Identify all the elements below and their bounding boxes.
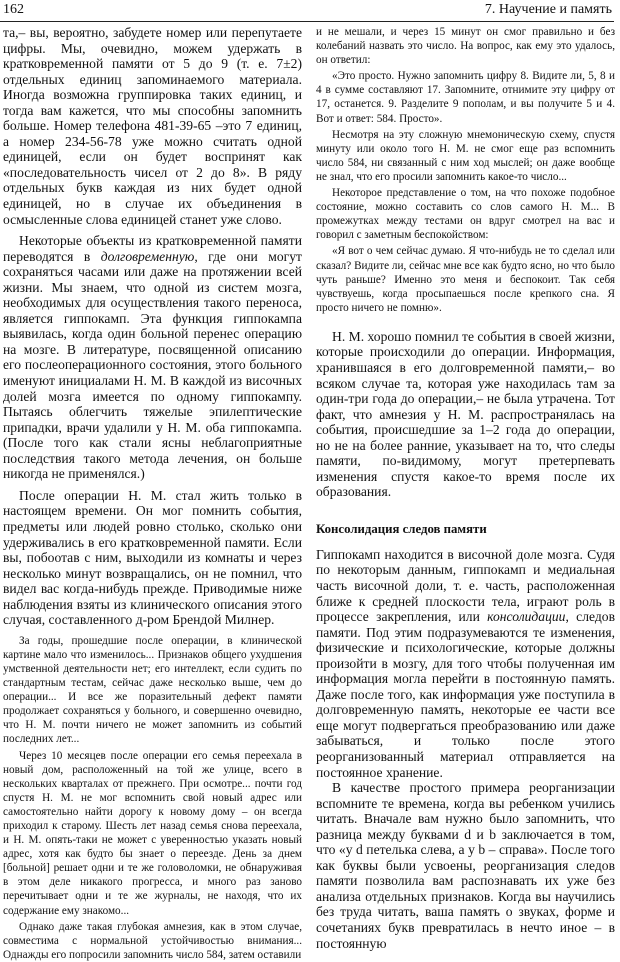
page-number: 162 [3, 2, 24, 17]
quote-state-description: Некоторое представление о том, на что похоже подобное состояние, можно составить со слов самого Н. М... В промежутках между тестами он вдруг смотрел на вас и говорил с заметным беспокойством: [316, 187, 615, 242]
paragraph-consolidation: Гиппокамп находится в височной доле мозга. Судя по некоторым данным, гиппокамп и медиальная часть височной доли, т. е. часть, расположенная ближе к средней плоскости тела, играют роль в процессе закрепления, или консолидации, следов памяти. Под этим подразумеваются те изменения, физические и психологические, которые должны произойти в мозгу, для того чтобы полученная им информация могла перейти в постоянную память. Даже после того, как информация уже поступила в долговременную память, некоторые ее части все еще могут подвергаться преобразованию или даже забываться, и только после этого реорганизованный материал отправляется на постоянное хранение. [316, 546, 615, 780]
paragraph-remote-memory: Н. М. хорошо помнил те события в своей жизни, которые происходили до операции. Информация, хранившаяся в его долговременной памяти,– во всяком случае та, которая уже находилась там за один-три года до операции,– не была утрачена. Тот факт, что амнезия у Н. М. распространялась на события, происшедшие за 1–2 года до операции, но не на более ранние, указывает на то, что следы памяти, по-видимому, могут претерпевать изменения спустя какое-то время после их образования. [316, 328, 615, 500]
left-column [3, 25, 302, 962]
quote-family-moved: Через 10 месяцев после операции его семья переехала в новый дом, расположенный на той же улице, всего в нескольких кварталах от прежнего. При осмотре... почти год спустя Н. М. не мог вспомнить свой новый адрес или самостоятельно найти дорогу к новому дому – он всегда приходил к старому. Шесть лет назад семья снова переехала, и Н. М. опять-таки не может с уверенностью указать новый адрес, хотя как будто бы знает о переезде. День за днем [больной] решает одни и те же головоломки, не обнаруживая в этом деле никакого прогресса, и много раз заново перечитывает одни и те же журналы, не находя, что их содержание ему знакомо... [3, 749, 302, 917]
chapter-title: 7. Научение и память [484, 2, 612, 17]
paragraph-long-term-transfer: Некоторые объекты из кратковременной памяти переводятся в долговременную, где они могут сохраняться часами или даже на протяжении всей жизни. Мы знаем, что одной из систем мозга, необходимых для осуществления такого переноса, является гиппокамп. Эта функция гиппокампа выявилась, когда один больной перенес операцию на мозге. В литературе, посвященной описанию его послеоперационного состояния, этого больного именуют инициалами Н. М. В каждой из височных долей мозга имеется по одному гиппокампу. Пытаясь облегчить тяжелые эпилептические припадки, врачи удалили у Н. М. оба гиппокампа. (После того как стали ясны неблагоприятные последствия такого метода лечения, он больше никогда не применялся.) [3, 233, 302, 482]
term-consolidation: консолидации [487, 609, 566, 625]
quote-clinical-picture: За годы, прошедшие после операции, в клинической картине мало что изменилось... Признаков общего ухудшения умственной деятельности нет; его интеллект, если судить по стандартным тестам, сейчас даже несколько выше, чем до операции... И все же поразительный дефект памяти продолжает сохраняться у больного, и совершенно очевидно, что Н. М. почти ничего не может запомнить из событий последних лет... [3, 634, 302, 746]
quote-attention: Однако даже такая глубокая амнезия, как в этом случае, совместима с нормальной устойчивостью внимания... Однажды его попросили запомнить число 584, затем оставили [3, 920, 302, 961]
quote-continuation: и не мешали, и через 15 минут он смог правильно и без колебаний назвать это число. На вопрос, как ему это удалось, он ответил: [316, 26, 615, 67]
paragraph-short-term-capacity: та,– вы, вероятно, забудете номер или перепутаете цифры. Мы, очевидно, можем удержать в кратковременной памяти от 5 до 9 (т. е. 7±2) отдельных единиц запоминаемого материала. Иногда возможна группировка таких единиц, и тогда вам кажется, что мы способны запомнить больше. Номер телефона 481-39-65 –это 7 единиц, а номер 234-56-78 уже можно считать одной единицей, если он будет воспринят как «последовательность чисел от 2 до 8». В ряду отдельных букв каждая из них будет одной единицей, но в случае их объединения в осмысленные слова единицей станет уже слово. [3, 25, 302, 227]
paragraph-reading-example: В качестве простого примера реорганизации вспомните те времена, когда вы ребенком учились читать. Вначале вам нужно было запомнить, что разница между буквами d и b заключается в том, что «у d петелька слева, а у b – справа». После того как буквы были усвоены, реорганизация следов памяти позволила вам распознавать их уже без анализа отдельных признаков. Когда вы научились без труда читать, ваша память о звуках, форме и сочетаниях букв превратилась в нечто иное – в постоянную [316, 780, 615, 951]
right-column [316, 25, 615, 951]
section-heading: Консолидация следов памяти [316, 521, 487, 536]
page-header [0, 2, 620, 20]
term-long-term: долговременную [100, 248, 195, 264]
header-rule [0, 21, 614, 22]
quote-patient-words: «Я вот о чем сейчас думаю. Я что-нибудь не то сделал или сказал? Видите ли, сейчас мне все как будто ясно, но что было чуть раньше? Именно это меня и беспокоит. Так себя чувствуешь, когда просыпаешься после крепкого сна. Я просто ничего не помню». [316, 245, 615, 314]
quote-forgot-number: Несмотря на эту сложную мнемоническую схему, спустя минуту или около того Н. М. не смог еще раз вспомнить число 584, ни связанный с ним ход мыслей; он даже вообще не знал, что его просили запомнить какое-то число... [316, 128, 615, 183]
paragraph-after-operation: После операции Н. М. стал жить только в настоящем времени. Он мог помнить события, предметы или людей ровно столько, сколько они удерживались в его кратковременной памяти. Если вы, побоотав с ним, выходили из комнаты и через несколько минут возвращались, он не помнил, что видел вас когда-нибудь прежде. Приводимые ниже наблюдения взяты из клинического описания этого случая, составленного д-ром Брендой Милнер. [3, 487, 302, 628]
quote-mnemonic-answer: «Это просто. Нужно запомнить цифру 8. Видите ли, 5, 8 и 4 в сумме составляют 17. Запомните, отнимите эту цифру от 17, останется. 9. Разделите 9 пополам, и вы получите 5 и 4. Вот и ответ: 584. Просто». [316, 70, 615, 125]
